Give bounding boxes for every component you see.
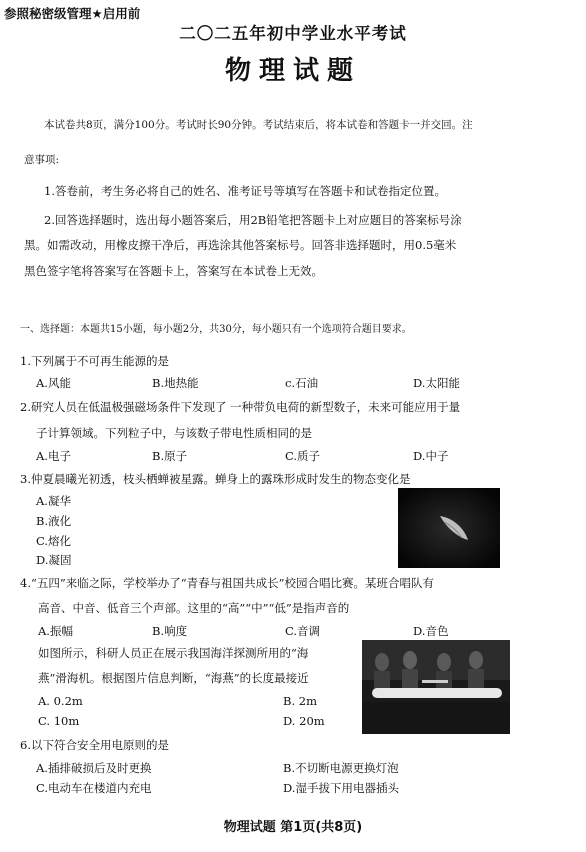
note-2-line-3: 黑色签字笔将答案写在答题卡上，答案写在本试卷上无效。 — [24, 264, 323, 278]
page-footer: 物理试题 第1页(共8页) — [223, 820, 363, 835]
exam-title: 二〇二五年初中学业水平考试 — [179, 24, 407, 43]
subject-title: 物理试题 — [224, 56, 361, 86]
intro-line-1: 本试卷共8页，满分100分。考试时长90分钟。考试结束后，将本试卷和答题卡一并交回。注 — [44, 119, 473, 131]
q2-option-d: D.中子 — [413, 449, 449, 463]
q3-option-d: D.凝固 — [36, 553, 72, 567]
q1-option-c: c.石油 — [285, 376, 319, 390]
note-1: 1.答卷前，考生务必将自己的姓名、准考证号等填写在答题卡和试卷指定位置。 — [44, 184, 446, 198]
question-3-stem: 3.仲夏晨曦光初透，枝头栖蝉被星露。蝉身上的露珠形成时发生的物态变化是 — [20, 472, 411, 486]
glider-exhibit-photo — [362, 640, 510, 734]
q6-option-c: C.电动车在楼道内充电 — [36, 781, 152, 795]
q3-option-b: B.液化 — [36, 514, 72, 528]
confidentiality-label: 参照秘密级管理★启用前 — [4, 6, 141, 21]
q5-option-c: C. 10m — [38, 714, 80, 728]
question-6-stem: 6.以下符合安全用电原则的是 — [20, 738, 169, 752]
question-2-stem-line-1: 2.研究人员在低温极强磁场条件下发现了 一种带负电荷的新型数子，未来可能应用于量 — [20, 400, 461, 414]
note-2-line-2: 黑。如需改动，用橡皮擦干净后，再选涂其他答案标号。回答非选择题时，用0.5毫米 — [24, 238, 457, 252]
q6-option-b: B.不切断电源更换灯泡 — [283, 761, 399, 775]
q6-option-d: D.湿手拔下用电器插头 — [283, 781, 399, 795]
q1-option-a: A.风能 — [36, 376, 71, 390]
q1-option-d: D.太阳能 — [413, 376, 460, 390]
q4-option-a: A.振幅 — [38, 624, 73, 638]
q4-option-d: D.音色 — [413, 624, 449, 638]
intro-line-2: 意事项: — [24, 154, 60, 166]
question-1-stem: 1.下列属于不可再生能源的是 — [20, 354, 169, 368]
q5-option-a: A. 0.2m — [38, 694, 83, 708]
q1-option-b: B.地热能 — [152, 376, 199, 390]
q2-option-a: A.电子 — [36, 449, 71, 463]
q4-option-c: C.音调 — [285, 624, 321, 638]
q3-option-a: A.凝华 — [36, 494, 71, 508]
question-5-stem-line-2: 燕”滑海机。根据图片信息判断，“海燕”的长度最接近 — [38, 671, 309, 685]
q2-option-b: B.原子 — [152, 449, 188, 463]
q2-option-c: C.质子 — [285, 449, 321, 463]
question-4-stem-line-2: 高音、中音、低音三个声部。这里的“高”“中”“低”是指声音的 — [38, 601, 350, 615]
q5-option-b: B. 2m — [283, 694, 317, 708]
note-2-line-1: 2.回答选择题时，选出每小题答案后，用2B铅笔把答题卡上对应题目的答案标号涂 — [44, 213, 462, 227]
question-2-stem-line-2: 子计算领域。下列粒子中，与该数子带电性质相同的是 — [36, 426, 312, 440]
question-4-stem-line-1: 4.“五四”来临之际，学校举办了“青春与祖国共成长”校园合唱比赛。某班合唱队有 — [20, 576, 434, 590]
q4-option-b: B.响度 — [152, 624, 188, 638]
question-5-stem-line-1: 如图所示，科研人员正在展示我国海洋探测所用的“海 — [38, 646, 309, 660]
q6-option-a: A.插排破损后及时更换 — [36, 761, 152, 775]
dew-on-cicada-photo — [398, 488, 500, 568]
q5-option-d: D. 20m — [283, 714, 325, 728]
section-1-heading: 一、选择题：本题共15小题，每小题2分，共30分，每小题只有一个选项符合题目要求。 — [20, 324, 412, 335]
q3-option-c: C.熔化 — [36, 534, 72, 548]
